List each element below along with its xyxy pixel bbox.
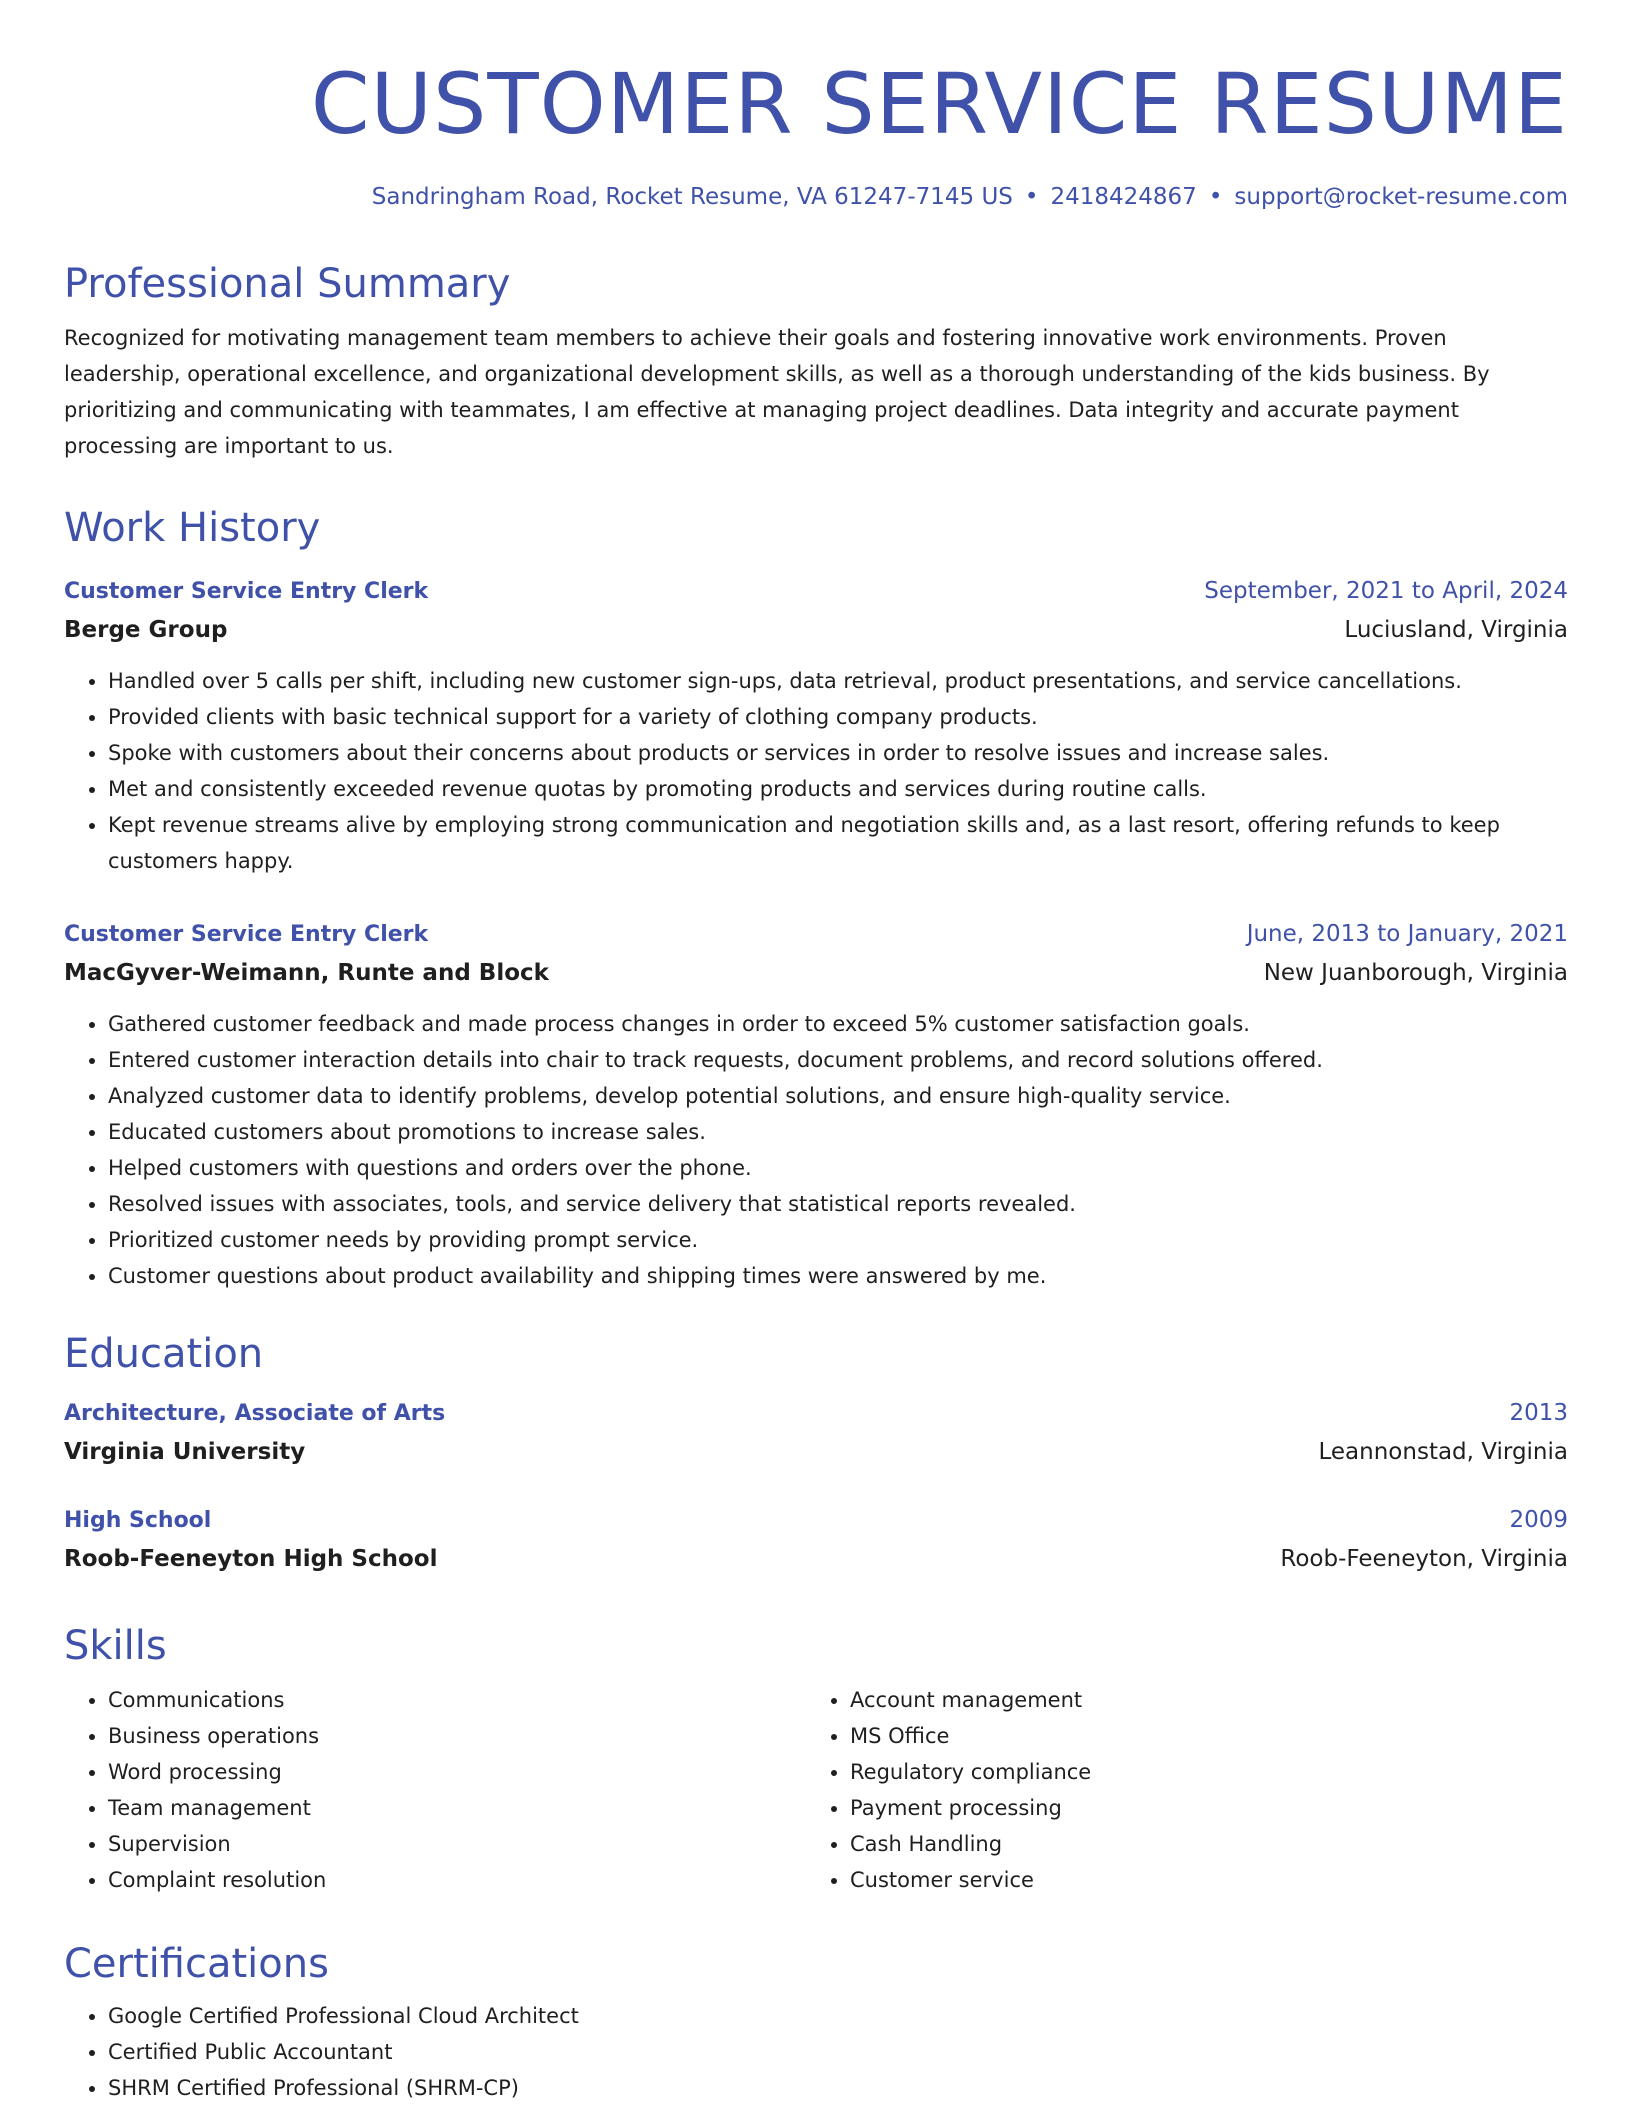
education-subheader	[64, 1540, 1568, 1578]
list-item: • Gathered customer feedback and made process changes in order to exceed 5% customer satisfaction goals.	[108, 1006, 1568, 1042]
list-item: • Customer questions about product availability and shipping times were answered by me.	[108, 1258, 1568, 1294]
summary-text: Recognized for motivating management team members to achieve their goals and fostering innovative work environments. Proven leadership, operational excellence, and organizational development skills, as well as a thorough understanding of the kids business. By prioritizing and communicating with teammates, I am effective at managing project deadlines. Data integrity and accurate payment processing are important to us.	[64, 326, 1490, 458]
list-item: • Business operations	[108, 1718, 806, 1754]
list-item: • Educated customers about promotions to increase sales.	[108, 1114, 1568, 1150]
education-subheader	[64, 1433, 1568, 1471]
education-school: Roob-Feeneyton High School	[64, 1546, 438, 1572]
list-item: • Complaint resolution	[108, 1862, 806, 1898]
list-item: • MS Office	[850, 1718, 1548, 1754]
contact-phone: 2418424867	[1050, 184, 1197, 210]
job-dates: June, 2013 to January, 2021	[1246, 921, 1568, 947]
job-company: MacGyver-Weimann, Runte and Block	[64, 960, 549, 986]
list-item: • Regulatory compliance	[850, 1754, 1548, 1790]
education-year: 2013	[1509, 1400, 1568, 1426]
education-header	[64, 1501, 1568, 1540]
list-item: • Met and consistently exceeded revenue quotas by promoting products and services during routine calls.	[108, 771, 1568, 807]
job-header	[64, 915, 1568, 954]
resume-title: CUSTOMER SERVICE RESUME	[310, 55, 1568, 153]
job-entry	[64, 915, 1568, 1294]
job-title: Customer Service Entry Clerk	[64, 922, 429, 947]
list-item: • Entered customer interaction details into chair to track requests, document problems, and record solutions offered.	[108, 1042, 1568, 1078]
job-location: Luciusland, Virginia	[1344, 617, 1568, 643]
education-degree: Architecture, Associate of Arts	[64, 1401, 446, 1426]
list-item: • Prioritized customer needs by providing prompt service.	[108, 1222, 1568, 1258]
education-degree: High School	[64, 1508, 212, 1533]
list-item: • Google Certified Professional Cloud Architect	[108, 1998, 1568, 2034]
job-entry	[64, 572, 1568, 879]
education-location: Leannonstad, Virginia	[1318, 1439, 1568, 1465]
summary-section	[64, 258, 1568, 464]
contact-email[interactable]: support@rocket-resume.com	[1234, 184, 1568, 210]
job-dates: September, 2021 to April, 2024	[1204, 578, 1568, 604]
list-item: • Cash Handling	[850, 1826, 1548, 1862]
skills-section	[64, 1620, 1568, 1898]
education-header	[64, 1394, 1568, 1433]
section-heading-education: Education	[64, 1331, 264, 1377]
list-item: • Analyzed customer data to identify problems, develop potential solutions, and ensure high-quality service.	[108, 1078, 1568, 1114]
list-item: • Spoke with customers about their concerns about products or services in order to resolve issues and increase sales.	[108, 735, 1568, 771]
list-item: • Handled over 5 calls per shift, including new customer sign-ups, data retrieval, product presentations, and service cancellations.	[108, 663, 1568, 699]
list-item: • Kept revenue streams alive by employing strong communication and negotiation skills and, as a last resort, offering refunds to keep customers happy.	[108, 807, 1568, 879]
job-subheader	[64, 611, 1568, 649]
list-item: • Team management	[108, 1790, 806, 1826]
list-item: • Resolved issues with associates, tools, and service delivery that statistical reports revealed.	[108, 1186, 1568, 1222]
job-bullets	[64, 1006, 1568, 1294]
work-history-section	[64, 502, 1568, 1294]
job-bullets	[64, 663, 1568, 879]
contact-address: Sandringham Road, Rocket Resume, VA 61247-7145 US	[371, 184, 1013, 210]
list-item: • Communications	[108, 1682, 806, 1718]
job-title: Customer Service Entry Clerk	[64, 579, 429, 604]
education-school: Virginia University	[64, 1439, 306, 1465]
education-year: 2009	[1509, 1507, 1568, 1533]
job-location: New Juanborough, Virginia	[1263, 960, 1568, 986]
contact-line	[64, 182, 1568, 212]
list-item: • Customer service	[850, 1862, 1548, 1898]
list-item: • Payment processing	[850, 1790, 1548, 1826]
contact-separator: •	[1024, 184, 1039, 210]
section-heading-certifications: Certifications	[64, 1941, 329, 1987]
job-header	[64, 572, 1568, 611]
job-company: Berge Group	[64, 617, 228, 643]
certifications-list	[64, 1998, 1568, 2106]
section-heading-work: Work History	[64, 505, 321, 551]
education-entry	[64, 1394, 1568, 1471]
list-item: • Account management	[850, 1682, 1548, 1718]
skills-list	[806, 1682, 1548, 1898]
contact-separator: •	[1208, 184, 1223, 210]
list-item: • Supervision	[108, 1826, 806, 1862]
education-location: Roob-Feeneyton, Virginia	[1280, 1546, 1568, 1572]
resume-page	[64, 0, 1568, 2100]
list-item: • Provided clients with basic technical support for a variety of clothing company products.	[108, 699, 1568, 735]
skills-grid	[64, 1682, 1568, 1898]
certifications-section	[64, 1938, 1568, 2106]
education-section	[64, 1328, 1568, 1578]
list-item: • Word processing	[108, 1754, 806, 1790]
list-item: • Helped customers with questions and orders over the phone.	[108, 1150, 1568, 1186]
job-subheader	[64, 954, 1568, 992]
education-entry	[64, 1501, 1568, 1578]
section-heading-skills: Skills	[64, 1623, 167, 1669]
list-item: • SHRM Certified Professional (SHRM-CP)	[108, 2070, 1568, 2106]
skills-column-right	[806, 1682, 1548, 1898]
skills-list	[64, 1682, 806, 1898]
list-item: • Certified Public Accountant	[108, 2034, 1568, 2070]
section-heading-summary: Professional Summary	[64, 261, 511, 307]
skills-column-left	[64, 1682, 806, 1898]
